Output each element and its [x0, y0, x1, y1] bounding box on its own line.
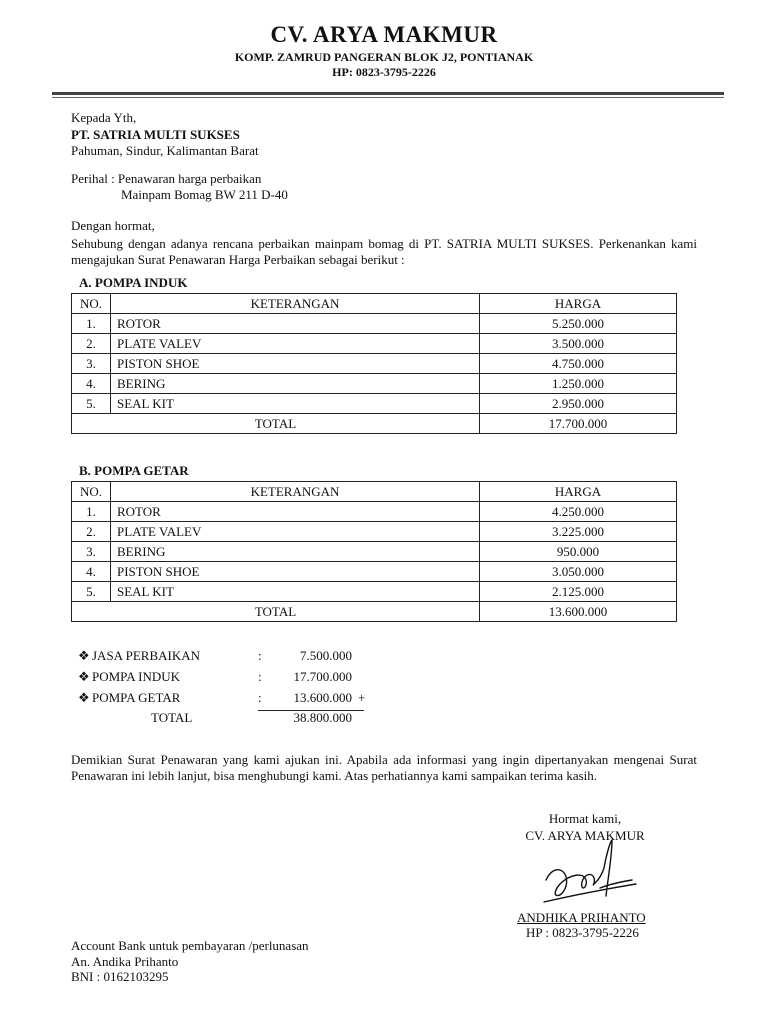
row-keterangan: PISTON SHOE [111, 354, 480, 374]
section-a-title: A. POMPA INDUK [79, 275, 188, 290]
subject-line-1: Perihal : Penawaran harga perbaikan [71, 171, 262, 186]
summary-item-pompa-getar [78, 688, 378, 708]
bank-info-line-3: BNI : 0162103295 [71, 969, 169, 984]
row-no: 1. [72, 314, 111, 334]
row-no: 5. [72, 582, 111, 602]
row-harga: 5.250.000 [480, 314, 677, 334]
table-row [72, 582, 677, 602]
table-row [72, 502, 677, 522]
row-harga: 2.950.000 [480, 394, 677, 414]
section-b-title: B. POMPA GETAR [79, 463, 189, 478]
row-no: 5. [72, 394, 111, 414]
pompa-induk-table [71, 293, 677, 434]
row-keterangan: BERING [111, 374, 480, 394]
company-name: CV. ARYA MAKMUR [270, 22, 498, 47]
col-header-harga: HARGA [480, 294, 677, 314]
summary-colon: : [258, 690, 262, 705]
handwritten-signature [540, 838, 640, 914]
row-harga: 4.750.000 [480, 354, 677, 374]
regards: Hormat kami, [548, 811, 622, 826]
row-harga: 1.250.000 [480, 374, 677, 394]
row-no: 4. [72, 562, 111, 582]
summary-value: 13.600.000 [293, 690, 352, 705]
summary-value: 17.700.000 [293, 669, 352, 684]
col-header-no: NO. [72, 294, 111, 314]
plus-sign: + [358, 690, 366, 705]
diamond-bullet-icon: ❖ [78, 669, 90, 684]
total-value: 13.600.000 [480, 602, 677, 622]
table-total-row [72, 414, 677, 434]
subject-line-2: Mainpam Bomag BW 211 D-40 [121, 187, 288, 202]
summary-value: 7.500.000 [300, 648, 352, 663]
company-address: KOMP. ZAMRUD PANGERAN BLOK J2, PONTIANAK [234, 50, 534, 64]
recipient-name: PT. SATRIA MULTI SUKSES [71, 127, 240, 142]
row-keterangan: ROTOR [111, 314, 480, 334]
table-row [72, 562, 677, 582]
company-phone: HP: 0823-3795-2226 [332, 65, 436, 79]
row-keterangan: PISTON SHOE [111, 562, 480, 582]
salutation: Dengan hormat, [71, 218, 155, 233]
summary-colon: : [258, 669, 262, 684]
header-divider-thick [52, 92, 724, 95]
row-keterangan: SEAL KIT [111, 582, 480, 602]
header-divider-thin [52, 97, 724, 98]
table-row [72, 354, 677, 374]
summary-label: JASA PERBAIKAN [92, 648, 200, 663]
row-harga: 2.125.000 [480, 582, 677, 602]
opening-paragraph: Sehubung dengan adanya rencana perbaikan mainpam bomag di PT. SATRIA MULTI SUKSES. Perkenankan kami mengajukan Surat Penawaran Harga Perbaikan sebagai berikut : [71, 236, 697, 267]
signatory-phone: HP : 0823-3795-2226 [526, 925, 639, 940]
table-row [72, 522, 677, 542]
bank-info-line-2: An. Andika Prihanto [71, 954, 179, 969]
row-harga: 950.000 [480, 542, 677, 562]
diamond-bullet-icon: ❖ [78, 648, 90, 663]
row-no: 4. [72, 374, 111, 394]
table-total-row [72, 602, 677, 622]
row-no: 3. [72, 542, 111, 562]
table-header-row [72, 482, 677, 502]
summary-total-label: TOTAL [151, 710, 193, 725]
row-keterangan: BERING [111, 542, 480, 562]
bank-info-line-1: Account Bank untuk pembayaran /perlunasan [71, 938, 309, 953]
table-row [72, 542, 677, 562]
col-header-keterangan: KETERANGAN [111, 294, 480, 314]
table-row [72, 334, 677, 354]
summary-item-jasa [78, 646, 378, 666]
summary-label: POMPA GETAR [92, 690, 181, 705]
summary-total [78, 708, 378, 728]
row-no: 2. [72, 522, 111, 542]
row-no: 2. [72, 334, 111, 354]
row-no: 3. [72, 354, 111, 374]
row-keterangan: ROTOR [111, 502, 480, 522]
col-header-keterangan: KETERANGAN [111, 482, 480, 502]
table-row [72, 394, 677, 414]
col-header-harga: HARGA [480, 482, 677, 502]
summary-colon: : [258, 648, 262, 663]
summary-label: POMPA INDUK [92, 669, 181, 684]
signatory-name: ANDHIKA PRIHANTO [517, 910, 646, 925]
row-harga: 3.225.000 [480, 522, 677, 542]
row-keterangan: PLATE VALEV [111, 334, 480, 354]
row-harga: 3.050.000 [480, 562, 677, 582]
row-keterangan: PLATE VALEV [111, 522, 480, 542]
col-header-no: NO. [72, 482, 111, 502]
row-harga: 4.250.000 [480, 502, 677, 522]
total-label: TOTAL [72, 414, 480, 434]
summary-total-value: 38.800.000 [293, 710, 352, 725]
table-header-row [72, 294, 677, 314]
summary-item-pompa-induk [78, 667, 378, 687]
closing-paragraph: Demikian Surat Penawaran yang kami ajukan ini. Apabila ada informasi yang ingin dipertanyakan mengenai Surat Penawaran ini lebih lanjut, bisa menghubungi kami. Atas perhatiannya kami sampaikan terima kasih. [71, 752, 697, 783]
table-row [72, 314, 677, 334]
signature-company: CV. ARYA MAKMUR [525, 828, 645, 843]
row-keterangan: SEAL KIT [111, 394, 480, 414]
diamond-bullet-icon: ❖ [78, 690, 90, 705]
row-harga: 3.500.000 [480, 334, 677, 354]
recipient-greeting: Kepada Yth, [71, 110, 137, 125]
total-value: 17.700.000 [480, 414, 677, 434]
pompa-getar-table [71, 481, 677, 622]
recipient-address: Pahuman, Sindur, Kalimantan Barat [71, 143, 259, 158]
table-row [72, 374, 677, 394]
row-no: 1. [72, 502, 111, 522]
total-label: TOTAL [72, 602, 480, 622]
